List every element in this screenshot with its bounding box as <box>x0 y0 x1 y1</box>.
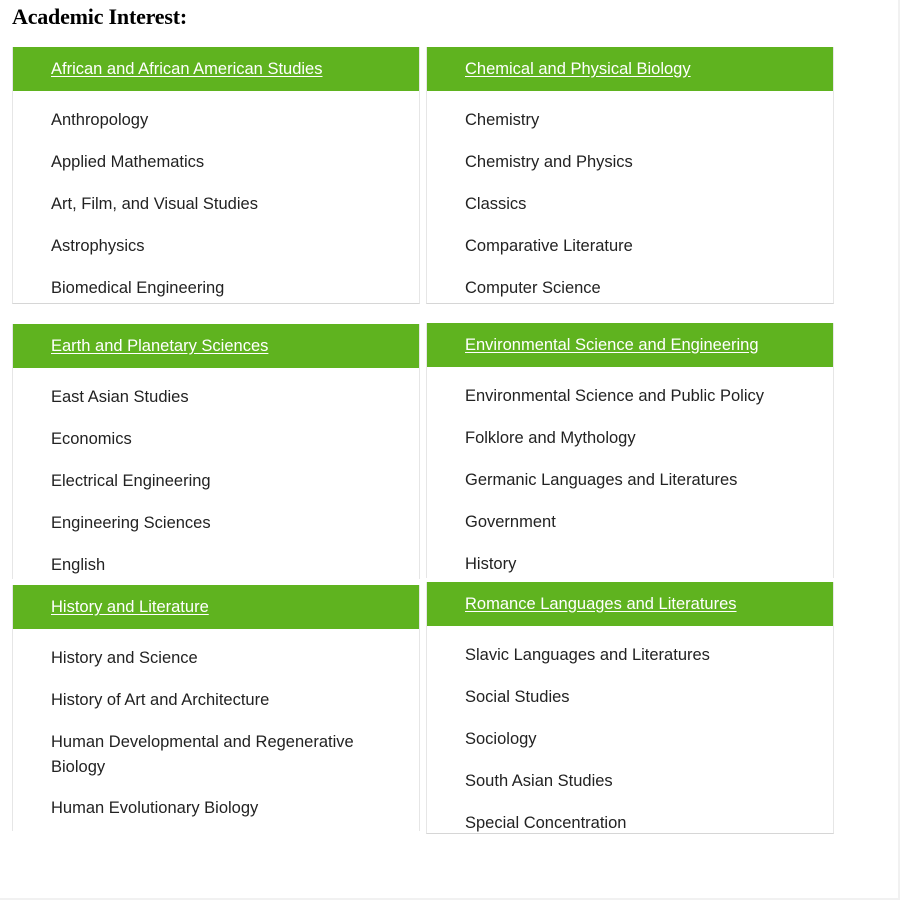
concentration-card-romance-languages <box>426 582 834 834</box>
list-item[interactable]: South Asian Studies <box>465 772 613 790</box>
card-header-label[interactable]: Chemical and Physical Biology <box>465 59 691 78</box>
list-item[interactable]: Classics <box>465 195 527 213</box>
card-header-label[interactable]: Earth and Planetary Sciences <box>51 336 269 355</box>
list-item[interactable]: Sociology <box>465 730 537 748</box>
concentration-card-african-studies <box>12 47 420 304</box>
list-item[interactable]: Folklore and Mythology <box>465 429 636 447</box>
list-item[interactable]: Government <box>465 513 556 531</box>
list-item[interactable]: Special Concentration <box>465 814 627 832</box>
concentration-list <box>13 629 419 829</box>
list-item[interactable]: Anthropology <box>51 111 149 129</box>
concentration-card-chemical-biology <box>426 47 834 304</box>
list-item[interactable]: Germanic Languages and Literatures <box>465 471 738 489</box>
list-item[interactable]: Human Evolutionary Biology <box>51 799 259 817</box>
list-item[interactable]: History <box>465 555 517 573</box>
concentration-card-history-literature <box>12 585 420 831</box>
card-header-link[interactable] <box>427 47 833 91</box>
concentration-list <box>13 91 419 309</box>
list-item[interactable]: Engineering Sciences <box>51 514 211 532</box>
list-item[interactable]: History of Art and Architecture <box>51 691 270 709</box>
concentration-list <box>427 626 833 844</box>
list-item[interactable]: Slavic Languages and Literatures <box>465 646 710 664</box>
list-item[interactable]: Astrophysics <box>51 237 145 255</box>
list-item[interactable]: English <box>51 556 106 574</box>
list-item[interactable]: History and Science <box>51 649 198 667</box>
list-item[interactable]: Biomedical Engineering <box>51 279 225 297</box>
card-header-link[interactable] <box>427 323 833 367</box>
list-item[interactable]: East Asian Studies <box>51 388 189 406</box>
list-item[interactable]: Chemistry <box>465 111 540 129</box>
card-header-link[interactable] <box>13 585 419 629</box>
concentration-list <box>427 367 833 585</box>
list-item[interactable]: Human Developmental and Regenerative Biology <box>51 733 354 776</box>
concentration-list <box>13 368 419 586</box>
list-item[interactable]: Art, Film, and Visual Studies <box>51 195 258 213</box>
card-header-link[interactable] <box>427 582 833 626</box>
concentration-card-environmental-science <box>426 323 834 578</box>
list-item[interactable]: Economics <box>51 430 132 448</box>
card-header-link[interactable] <box>13 47 419 91</box>
list-item[interactable]: Chemistry and Physics <box>465 153 633 171</box>
list-item[interactable]: Social Studies <box>465 688 570 706</box>
list-item[interactable]: Electrical Engineering <box>51 472 211 490</box>
list-item[interactable]: Computer Science <box>465 279 601 297</box>
page-title: Academic Interest: <box>12 4 187 29</box>
list-item[interactable]: Comparative Literature <box>465 237 633 255</box>
card-header-link[interactable] <box>13 324 419 368</box>
card-header-label[interactable]: African and African American Studies <box>51 59 323 78</box>
list-item[interactable]: Applied Mathematics <box>51 153 205 171</box>
concentration-card-earth-sciences <box>12 324 420 579</box>
concentration-list <box>427 91 833 309</box>
card-header-label[interactable]: Environmental Science and Engineering <box>465 335 759 354</box>
card-header-label[interactable]: History and Literature <box>51 597 209 616</box>
list-item[interactable]: Environmental Science and Public Policy <box>465 387 764 405</box>
card-header-label[interactable]: Romance Languages and Literatures <box>465 594 737 613</box>
